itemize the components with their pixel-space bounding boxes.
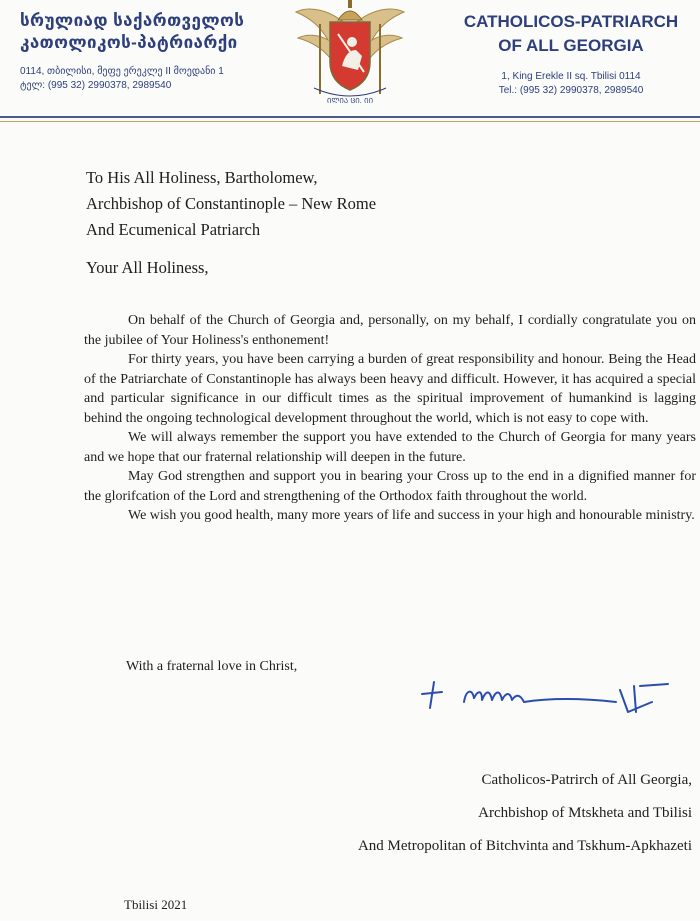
english-phone: Tel.: (995 32) 2990378, 2989540 — [498, 85, 644, 96]
body-paragraph: We will always remember the support you have extended to the Church of Georgia for many years and we hope that our fraternal relationship will deepen in the future. — [84, 430, 696, 465]
letterhead-divider — [0, 116, 700, 118]
closing-line: With a fraternal love in Christ, — [126, 659, 298, 674]
english-title-line2: OF ALL GEORGIA — [498, 36, 644, 55]
signer-line: And Metropolitan of Bitchvinta and Tskhum-Apkhazeti — [357, 838, 692, 854]
place-date: Tbilisi 2021 — [124, 897, 188, 912]
body-paragraph: May God strengthen and support you in bearing your Cross up to the end in a dignified manner for the glorifcation of the Lord and strengthening of the Orthodox faith throughout the world. — [84, 469, 696, 504]
handwritten-signature-icon — [420, 672, 670, 720]
addressee-line: And Ecumenical Patriarch — [86, 220, 261, 239]
georgian-phone: ტელ: (995 32) 2990378, 2989540 — [20, 80, 172, 91]
signer-block — [358, 764, 692, 863]
signer-line: Catholicos-Patrirch of All Georgia, — [481, 772, 692, 788]
emblem-motto: ᲘᲚᲘᲐ ᲪᲘ. ᲘᲘ — [326, 97, 374, 105]
body-paragraph: On behalf of the Church of Georgia and, personally, on my behalf, I cordially congratulate you on the jubilee of Your Holiness's enthonement! — [84, 313, 696, 348]
letterhead-divider-gold — [0, 121, 700, 122]
english-title-line1: CATHOLICOS-PATRIARCH — [463, 12, 679, 31]
georgian-title-line2: კათოლიკოს-პატრიარქი — [20, 33, 238, 52]
letterhead-english — [456, 10, 686, 98]
letter-body — [84, 311, 696, 526]
addressee-line: Archbishop of Constantinople – New Rome — [86, 194, 377, 213]
addressee-line: To His All Holiness, Bartholomew, — [86, 168, 318, 187]
body-paragraph: For thirty years, you have been carrying a burden of great responsibility and honour. Being the Head of the Patriarchate of Constantinople has always been heavy and difficult. However, it has acquired a special and particular significance in our difficult times as the spiritual improvement of humankind is lagging behind the ongoing technological development throughout the world, which is not easy to cope with. — [84, 352, 696, 426]
salutation: Your All Holiness, — [86, 258, 209, 277]
signer-line: Archbishop of Mtskheta and Tbilisi — [478, 805, 692, 821]
georgian-title-line1: სრულიად საქართველოს — [20, 11, 245, 30]
patriarchal-coat-of-arms-icon — [290, 0, 410, 112]
addressee-block — [86, 165, 376, 243]
body-paragraph: We wish you good health, many more years of life and success in your high and honourable ministry. — [128, 508, 695, 523]
georgian-address: 0114, თბილისი, მეფე ერეკლე II მოედანი 1 — [20, 66, 224, 77]
english-address: 1, King Erekle II sq. Tbilisi 0114 — [501, 71, 641, 82]
letterhead-georgian — [20, 10, 310, 93]
